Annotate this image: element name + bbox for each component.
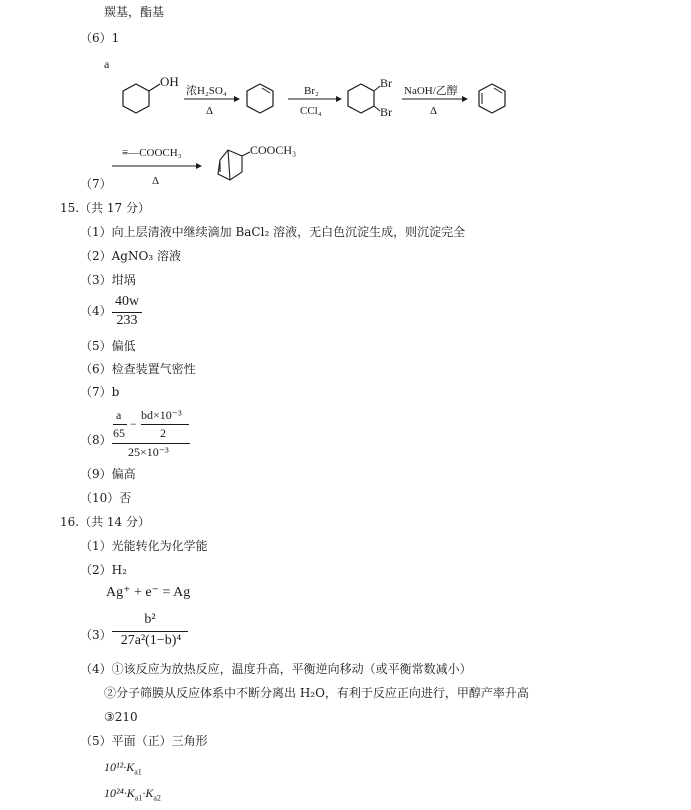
frac3-bar — [112, 631, 188, 632]
frac8-small-bar-2 — [141, 424, 189, 425]
q16-header: 16.（共 14 分） — [60, 515, 150, 529]
reaction-scheme-row-1 — [108, 70, 528, 130]
frac8-small-bar-1 — [113, 424, 127, 425]
reagent-3-top: NaOH/乙醇 — [404, 85, 458, 97]
answer-line-q6: （6）1 — [80, 31, 120, 45]
q15-part-2: （2）AgNO₃ 溶液 — [80, 249, 181, 263]
reaction-scheme-row-2 — [108, 140, 328, 190]
frac4-numerator: 40w — [114, 294, 140, 309]
q16-part-2: （2）H₂ — [80, 563, 127, 577]
frac8-bd: bd×10⁻³ — [141, 408, 182, 422]
q15-part-6: （6）检查装置气密性 — [80, 362, 196, 376]
cyclohexene-ring — [247, 84, 273, 113]
q16-part-3-label: （3） — [80, 628, 112, 642]
label-a: a — [104, 57, 110, 71]
q15-part-10: （10）否 — [80, 491, 132, 505]
q15-part-5: （5）偏低 — [80, 339, 136, 353]
k1-sub: a1 — [134, 767, 142, 777]
q15-header: 15.（共 17 分） — [60, 201, 150, 215]
k2-main: 10²⁴·K — [104, 786, 135, 800]
q16-part-4-c: ③210 — [104, 710, 138, 724]
frac8-a: a — [116, 408, 122, 422]
bicyclic-product — [218, 150, 250, 180]
k2-expression — [104, 785, 161, 801]
cyclohexanol-ring — [123, 84, 149, 113]
q15-part-1: （1）向上层清液中继续滴加 BaCl₂ 溶液，无白色沉淀生成，则沉淀完全 — [80, 225, 466, 239]
q16-part-5: （5）平面（正）三角形 — [80, 734, 208, 748]
dibromocyclohexane-ring — [348, 84, 374, 113]
frac4-denominator: 233 — [116, 313, 138, 328]
reagent-3-bottom: Δ — [430, 105, 438, 117]
k2-sub1: a1 — [134, 793, 143, 803]
q15-part-8-label: （8） — [80, 433, 112, 447]
reagent-2-bottom: CCl₄ — [300, 105, 322, 117]
frac8-minus: − — [130, 417, 137, 431]
product-group-label: COOCH₃ — [250, 143, 297, 157]
reagent-1-bottom: Δ — [206, 105, 214, 117]
reagent-1-top: 浓H₂SO₄ — [186, 85, 227, 97]
frac8-65: 65 — [113, 426, 125, 440]
q15-part-7: （7）b — [80, 385, 120, 399]
q16-part-4-a: （4）①该反应为放热反应，温度升高，平衡逆向移动（或平衡常数减小） — [80, 662, 472, 676]
q16-part-4-b: ②分子筛膜从反应体系中不断分离出 H₂O，有利于反应正向进行，甲醇产率升高 — [104, 686, 529, 700]
frac8-main-bar — [112, 443, 190, 444]
frac8-denominator: 25×10⁻³ — [128, 445, 169, 459]
frac3-numerator: b² — [144, 612, 156, 627]
q16-part-1: （1）光能转化为化学能 — [80, 539, 208, 553]
q15-part-3: （3）坩埚 — [80, 273, 136, 287]
answer-line-q7: （7） — [80, 177, 112, 191]
br-top-label: Br — [380, 76, 392, 90]
cyclohexadiene-ring — [479, 84, 505, 113]
reagent-4-bottom: Δ — [152, 175, 160, 187]
answer-line-carbonyl-ester: 羰基，酯基 — [104, 5, 165, 19]
frac8-2: 2 — [160, 426, 166, 440]
q15-part-9: （9）偏高 — [80, 467, 136, 481]
k2-sub2: a2 — [153, 793, 161, 803]
k2-mid: ·K — [142, 786, 154, 800]
k1-expression — [104, 759, 142, 775]
reagent-4-top: ≡—COOCH₃ — [122, 147, 182, 159]
br-bottom-label: Br — [380, 105, 392, 119]
k1-main: 10¹²·K — [104, 760, 135, 774]
oh-label: OH — [160, 74, 179, 89]
q15-part-4-label: （4） — [80, 304, 112, 318]
frac3-denominator: 27a²(1−b)⁴ — [120, 633, 182, 648]
reagent-2-top: Br₂ — [304, 85, 319, 97]
q16-ag-equation: Ag⁺ + e⁻ = Ag — [106, 585, 191, 600]
